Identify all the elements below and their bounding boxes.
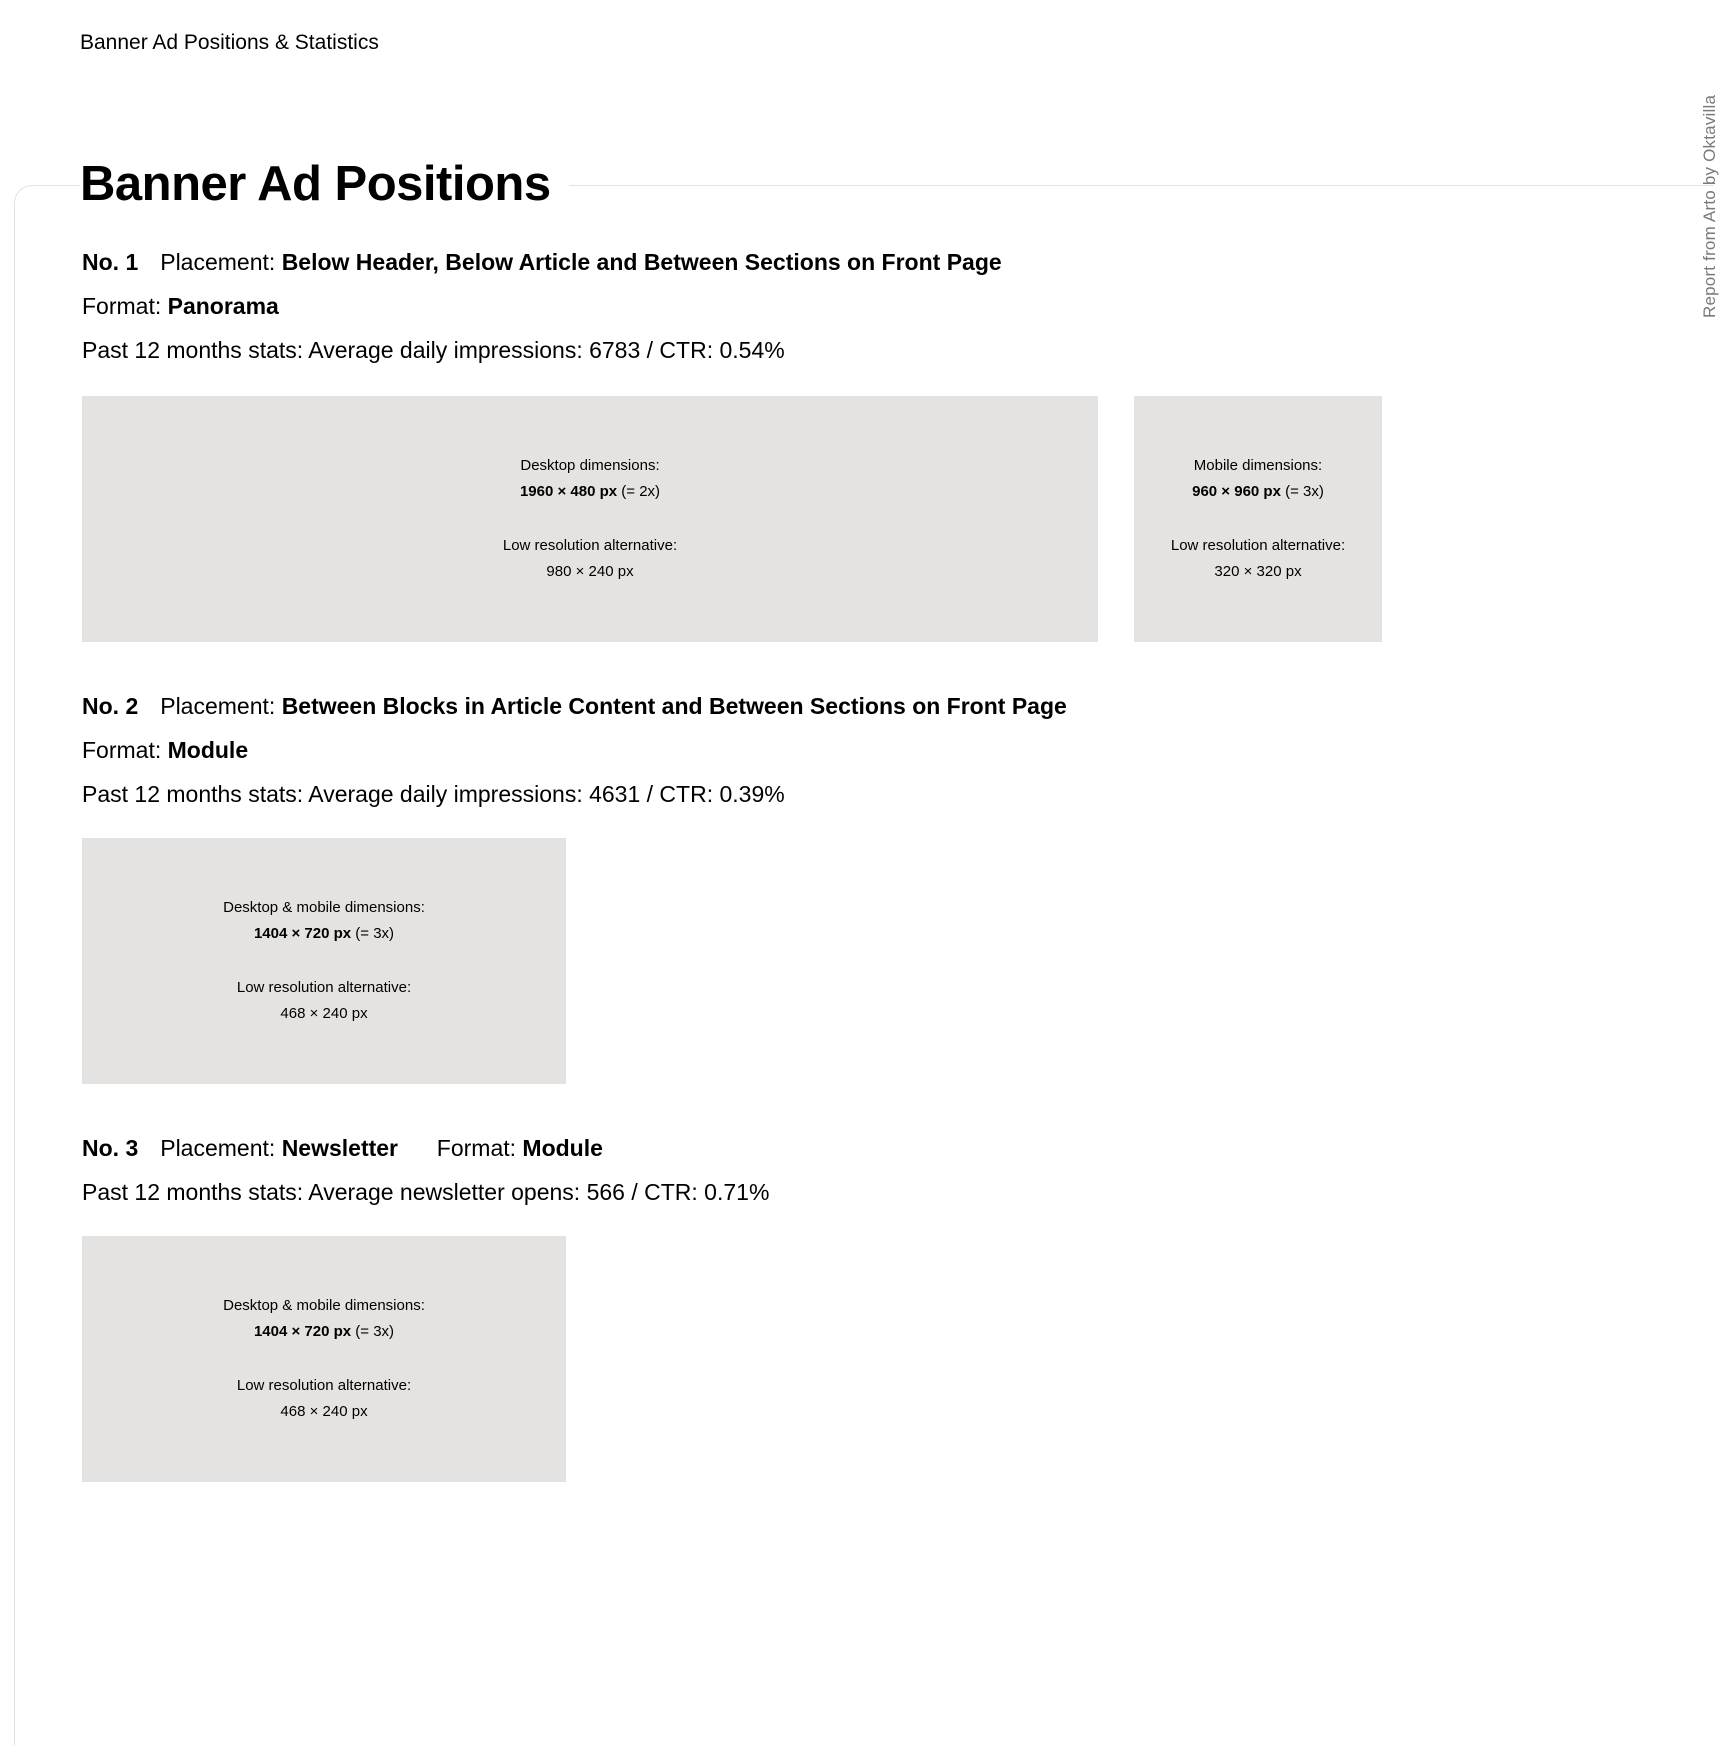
list-item — [82, 240, 1682, 642]
entry-placement-line — [82, 684, 1682, 728]
dimension-label: Desktop & mobile dimensions: — [223, 899, 425, 916]
lowres-group — [237, 975, 411, 1027]
dimension-label: Desktop dimensions: — [520, 457, 660, 474]
placement-value: Between Blocks in Article Content and Between Sections on Front Page — [281, 693, 1067, 719]
lowres-group — [237, 1373, 411, 1425]
page-title: Banner Ad Positions — [80, 152, 569, 216]
banner-placeholder-module — [82, 838, 566, 1084]
format-label: Format: — [436, 1135, 517, 1161]
dimension-value: 1404 × 720 px — [253, 925, 352, 942]
lowres-group — [503, 533, 677, 585]
entry-format-line — [82, 728, 1682, 772]
dimension-scale: (= 3x) — [355, 925, 395, 942]
page-header-title: Banner Ad Positions & Statistics — [80, 31, 379, 54]
dimension-label: Desktop & mobile dimensions: — [223, 1297, 425, 1314]
dimension-value-line — [1192, 479, 1324, 505]
placement-label: Placement: — [160, 693, 276, 719]
dimension-value-line — [520, 479, 660, 505]
dimension-scale: (= 3x) — [1285, 483, 1324, 500]
list-item — [82, 684, 1682, 1084]
dimension-group — [1192, 453, 1324, 505]
format-value: Module — [167, 737, 249, 763]
dimension-scale: (= 3x) — [355, 1323, 395, 1340]
lowres-label: Low resolution alternative: — [1170, 537, 1346, 554]
dimension-group — [223, 1293, 425, 1345]
banner-preview-row — [82, 838, 1682, 1084]
placement-label: Placement: — [160, 249, 276, 275]
format-value: Panorama — [167, 293, 279, 319]
dimension-group — [223, 895, 425, 947]
lowres-value: 468 × 240 px — [280, 1005, 368, 1022]
format-label: Format: — [82, 293, 162, 319]
dimension-value-line — [223, 1319, 425, 1345]
entry-number: No. 3 — [82, 1135, 139, 1161]
dimension-value: 1960 × 480 px — [519, 483, 618, 500]
entry-placement-line — [82, 240, 1682, 284]
positions-list — [82, 240, 1682, 1482]
entry-stats: Past 12 months stats: Average daily impressions: 4631 / CTR: 0.39% — [82, 781, 785, 807]
banner-placeholder-desktop — [82, 396, 1098, 642]
banner-placeholder-module — [82, 1236, 566, 1482]
dimension-group — [520, 453, 660, 505]
entry-format-line — [82, 284, 1682, 328]
dimension-value: 1404 × 720 px — [253, 1323, 352, 1340]
entry-placement-line — [82, 1126, 1682, 1170]
placement-label: Placement: — [160, 1135, 276, 1161]
banner-preview-row — [82, 1236, 1682, 1482]
entry-stats: Past 12 months stats: Average daily impressions: 6783 / CTR: 0.54% — [82, 337, 785, 363]
dimension-label: Mobile dimensions: — [1193, 457, 1323, 474]
placement-value: Below Header, Below Article and Between Sections on Front Page — [281, 249, 1002, 275]
lowres-value: 320 × 320 px — [1214, 563, 1302, 580]
dimension-value: 960 × 960 px — [1192, 483, 1281, 500]
lowres-label: Low resolution alternative: — [236, 1377, 412, 1394]
banner-placeholder-mobile — [1134, 396, 1382, 642]
placement-value: Newsletter — [281, 1135, 399, 1161]
list-item — [82, 1126, 1682, 1482]
format-value: Module — [522, 1135, 603, 1161]
dimension-scale: (= 2x) — [621, 483, 661, 500]
lowres-group — [1171, 533, 1345, 585]
entry-number: No. 1 — [82, 249, 139, 275]
report-credit-label: Report from Arto by Oktavilla — [1700, 94, 1719, 318]
format-label: Format: — [82, 737, 162, 763]
lowres-value: 980 × 240 px — [546, 563, 634, 580]
dimension-value-line — [223, 921, 425, 947]
entry-stats: Past 12 months stats: Average newsletter opens: 566 / CTR: 0.71% — [82, 1179, 770, 1205]
lowres-value: 468 × 240 px — [280, 1403, 368, 1420]
entry-number: No. 2 — [82, 693, 139, 719]
lowres-label: Low resolution alternative: — [236, 979, 412, 996]
banner-preview-row — [82, 396, 1682, 642]
lowres-label: Low resolution alternative: — [502, 537, 678, 554]
